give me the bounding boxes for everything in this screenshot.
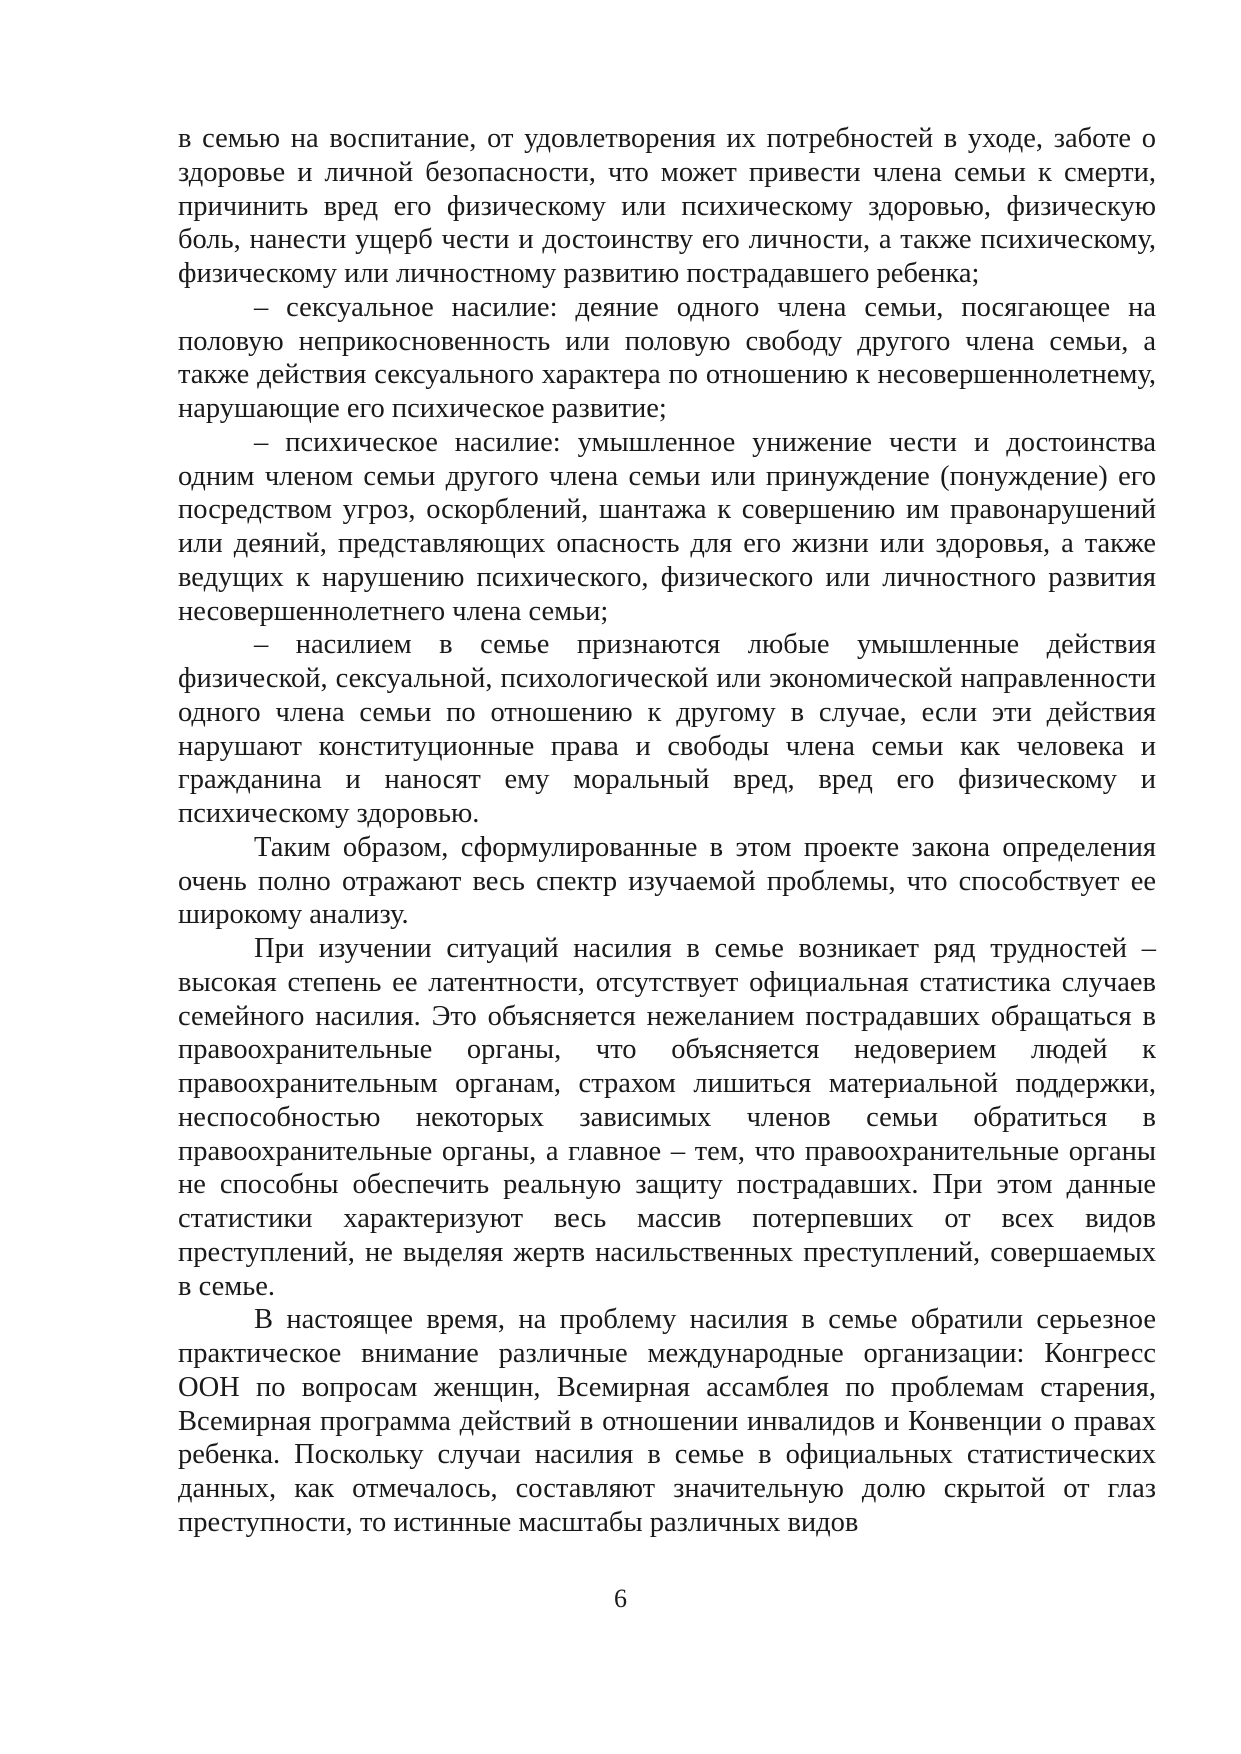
body-text <box>178 122 1156 1540</box>
paragraph-psychological-violence: – психическое насилие: умышленное унижение чести и достоинства одним членом семьи другого члена семьи или принуждение (понуждение) его посредством угроз, оскорблений, шантажа к совершению им правонарушений или деяний, представляющих опасность для его жизни или здоровья, а также ведущих к нарушению психического, физического или личностного развития несовершеннолетнего члена семьи; <box>178 426 1156 627</box>
paragraph-continuation: в семью на воспитание, от удовлетворения их потребностей в уходе, заботе о здоровье и личной безопасности, что может привести члена семьи к смерти, причинить вред его физическому или психическому здоровью, физическую боль, нанести ущерб чести и достоинству его личности, а также психическому, физическому или личностному развитию пострадавшего ребенка; <box>178 123 1156 289</box>
paragraph-conclusion: Таким образом, сформулированные в этом проекте закона определения очень полно отражают весь спектр изучаемой проблемы, что способствует ее широкому анализу. <box>178 831 1156 931</box>
page-number: 6 <box>614 1584 627 1613</box>
paragraph-domestic-violence-definition: – насилием в семье признаются любые умышленные действия физической, сексуальной, психологической или экономической направленности одного члена семьи по отношению к другому в случае, если эти действия нарушают конституционные права и свободы члена семьи как человека и гражданина и наносят ему моральный вред, вред его физическому и психическому здоровью. <box>178 629 1156 829</box>
paragraph-sexual-violence: – сексуальное насилие: деяние одного члена семьи, посягающее на половую неприкосновенность или половую свободу другого члена семьи, а также действия сексуального характера по отношению к несовершеннолетнему, нарушающие его психическое развитие; <box>178 291 1156 424</box>
paragraph-international: В настоящее время, на проблему насилия в семье обратили серьезное практическое внимание различные международные организации: Конгресс ООН по вопросам женщин, Всемирная ассамблея по проблемам старения, Всемирная программа действий в отношении инвалидов и Конвенции о правах ребенка. Поскольку случаи насилия в семье в официальных статистических данных, как отмечалось, составляют значительную долю скрытой от глаз преступности, то истинные масштабы различных видов <box>178 1304 1156 1538</box>
paragraph-difficulties: При изучении ситуаций насилия в семье возникает ряд трудностей – высокая степень ее латентности, отсутствует официальная статистика случаев семейного насилия. Это объясняется нежеланием пострадавших обращаться в правоохранительные органы, что объясняется недоверием людей к правоохранительным органам, страхом лишиться материальной поддержки, неспособностью некоторых зависимых членов семьи обратиться в правоохранительные органы, а главное – тем, что правоохранительные органы не способны обеспечить реальную защиту пострадавших. При этом данные статистики характеризуют весь массив потерпевших от всех видов преступлений, не выделяя жертв насильственных преступлений, совершаемых в семье. <box>178 933 1156 1302</box>
